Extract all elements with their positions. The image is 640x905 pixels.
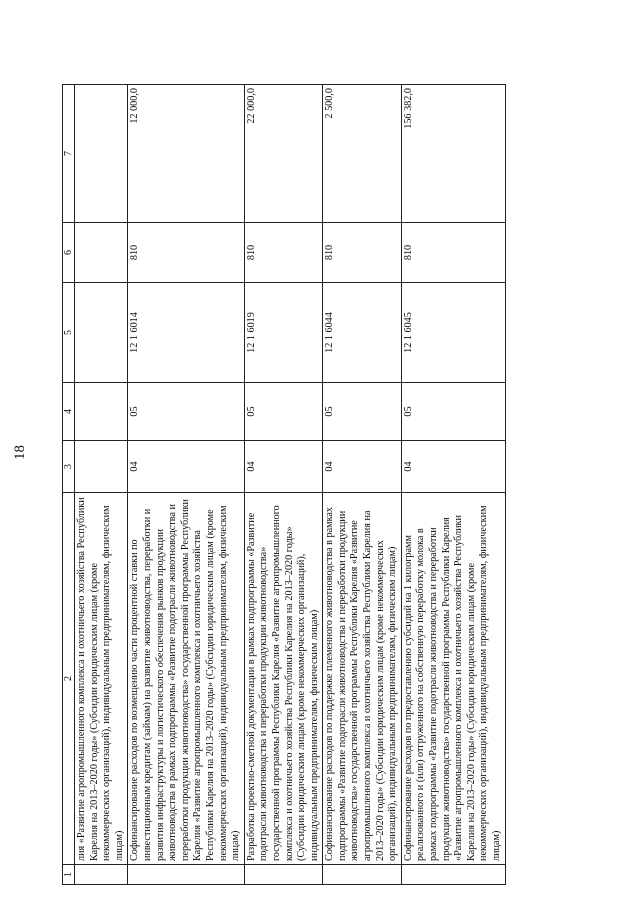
header-row: [63, 85, 75, 885]
target-code-cell: 12 1 6045: [401, 283, 505, 383]
section-code-cell: 04: [128, 441, 244, 493]
target-code-cell: 12 1 6014: [128, 283, 244, 383]
subsection-code-cell: 05: [128, 383, 244, 441]
budget-table: [62, 84, 506, 885]
header-col-5: 5: [63, 283, 75, 383]
subsection-code-cell: 05: [401, 383, 505, 441]
subsection-code-cell: [75, 383, 128, 441]
expense-type-cell: 810: [323, 223, 402, 283]
description-cell: Софинансирование расходов по поддержке племенного животноводства в рамках подпрограммы «Развитие подотрасли животноводства и переработки продукции животноводства» государственной программы Республики Карелия «Развитие агропромышленного комплекса и охотничьего хозяйства Республики Карелия на 2013–2020 годы» (Субсидии юридическим лицам (кроме некоммерческих организаций), индивидуальным предпринимателям, физическим лицам): [323, 493, 402, 865]
section-code-cell: 04: [244, 441, 323, 493]
expense-type-cell: [75, 223, 128, 283]
description-cell: Разработка проектно-сметной документации в рамках подпрограммы «Развитие подотрасли животноводства и переработки продукции животноводства» государственной программы Республики Карелия «Развитие агропромышленного комплекса и охотничьего хозяйства Республики Карелия на 2013–2020 годы» (Субсидии юридическим лицам (кроме некоммерческих организаций), индивидуальным предпринимателям, физическим лицам): [244, 493, 323, 865]
table-row: [401, 85, 505, 885]
section-code-cell: [75, 441, 128, 493]
page-number: 18: [12, 445, 28, 460]
expense-type-cell: 810: [244, 223, 323, 283]
table-row: [244, 85, 323, 885]
amount-cell: 2 500,0: [323, 85, 402, 223]
expense-type-cell: 810: [128, 223, 244, 283]
header-col-4: 4: [63, 383, 75, 441]
header-col-7: 7: [63, 85, 75, 223]
amount-cell: 156 382,0: [401, 85, 505, 223]
description-cell: лия «Развитие агропромышленного комплекса и охотничьего хозяйства Республики Карелия на 2013–2020 годы» (Субсидии юридическим лицам (кроме некоммерческих организаций), индивидуальным предпринимателям, физическим лицам): [75, 493, 128, 865]
header-col-3: 3: [63, 441, 75, 493]
amount-cell: [75, 85, 128, 223]
table-row: [323, 85, 402, 885]
subsection-code-cell: 05: [323, 383, 402, 441]
row-number-cell: [128, 865, 244, 885]
row-number-cell: [323, 865, 402, 885]
target-code-cell: [75, 283, 128, 383]
target-code-cell: 12 1 6044: [323, 283, 402, 383]
row-number-cell: [401, 865, 505, 885]
description-cell: Софинансирование расходов по возмещению части процентной ставки по инвестиционным кредитам (займам) на развитие животноводства, переработки и развития инфраструктуры и логистического обеспечения рынков продукции животноводства в рамках подпрограммы «Развитие подотрасли животноводства и переработки продукции животноводства» государственной программы Республики Карелия «Развитие агропромышленного комплекса и охотничьего хозяйства Республики Карелия на 2013–2020 годы» (Субсидии юридическим лицам (кроме некоммерческих организаций), индивидуальным предпринимателям, физическим лицам): [128, 493, 244, 865]
description-cell: Софинансирование расходов по предоставлению субсидий на 1 килограмм реализованного и (или) отгруженного на собственную переработку молока в рамках подпрограммы «Развитие подотрасли животноводства и переработки продукции животноводства» государственной программы Республики Карелия «Развитие агропромышленного комплекса и охотничьего хозяйства Республики Карелия на 2013–2020 годы» (Субсидии юридическим лицам (кроме некоммерческих организаций), индивидуальным предпринимателям, физическим лицам): [401, 493, 505, 865]
amount-cell: 22 000,0: [244, 85, 323, 223]
header-col-1: 1: [63, 865, 75, 885]
target-code-cell: 12 1 6019: [244, 283, 323, 383]
header-col-6: 6: [63, 223, 75, 283]
subsection-code-cell: 05: [244, 383, 323, 441]
expense-type-cell: 810: [401, 223, 505, 283]
header-col-2: 2: [63, 493, 75, 865]
row-number-cell: [244, 865, 323, 885]
table-row: [128, 85, 244, 885]
row-number-cell: [75, 865, 128, 885]
section-code-cell: 04: [323, 441, 402, 493]
table-row: [75, 85, 128, 885]
section-code-cell: 04: [401, 441, 505, 493]
amount-cell: 12 000,0: [128, 85, 244, 223]
